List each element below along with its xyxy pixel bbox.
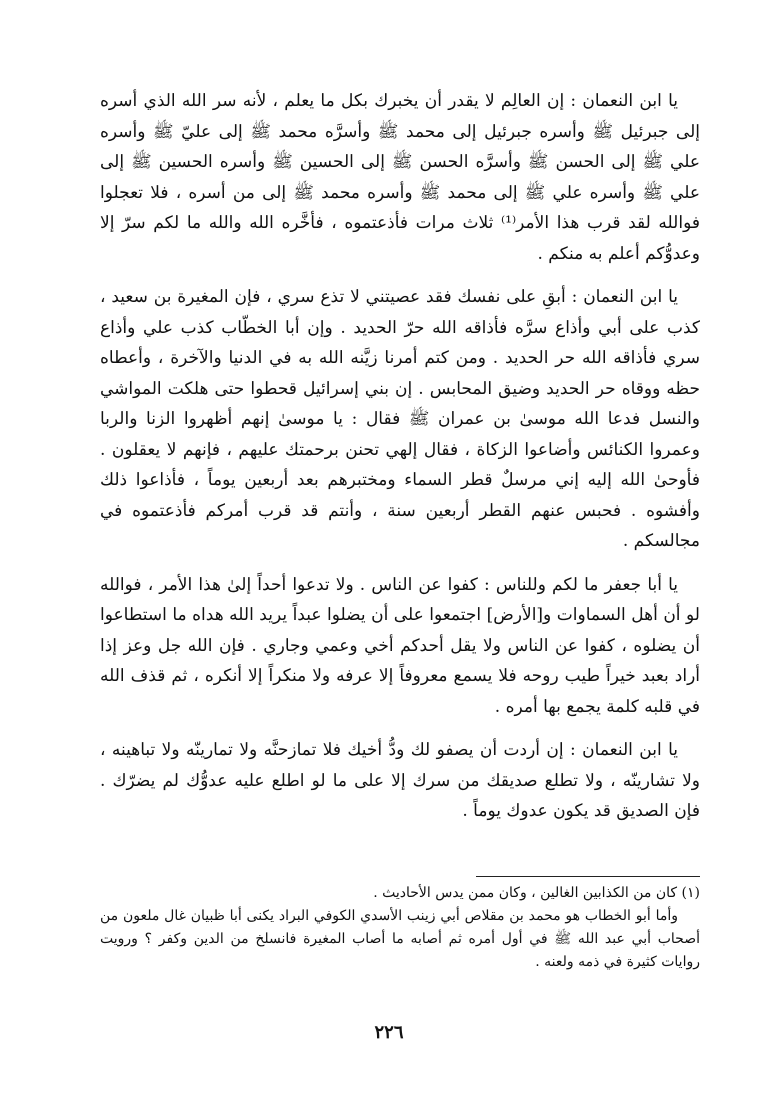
footnote-continuation: وأما أبو الخطاب هو محمد بن مقلاص أبي زينب الأسدي الكوفي البراد يكنى أبا ظبيان غال ملعون من أصحاب أبي عبد الله ﷺ في أول أمره ثم أصابه ما أصاب المغيرة فانسلخ من الدين وكفر ؟ ورويت روايات كثيرة في ذمه ولعنه . (100, 908, 700, 970)
footnote-divider (476, 876, 700, 877)
paragraph-4: يا ابن النعمان : إن أردت أن يصفو لك ودُّ أخيك فلا تمازحنَّه ولا تمارينّه ولا تباهينه ، ولا تشارينّه ، ولا تطلع صديقك من سرك إلا على ما لو اطلع عليه عدوُّك لم يضرّك . فإن الصديق قد يكون عدوك يوماً . (100, 740, 700, 821)
paragraph-1: يا ابن النعمان : إن العالِم لا يقدر أن يخبرك بكل ما يعلم ، لأنه سر الله الذي أسره إلى جبرئيل ﷺ وأسره جبرئيل إلى محمد ﷺ وأسرَّه محمد ﷺ إلى عليّ ﷺ وأسره علي ﷺ إلى الحسن ﷺ وأسرَّه الحسن ﷺ إلى الحسين ﷺ وأسره الحسين ﷺ إلى علي ﷺ وأسره علي ﷺ إلى محمد ﷺ وأسره محمد ﷺ إلى من أسره ، فلا تعجلوا فوالله لقد قرب هذا الأمر⁽¹⁾ ثلاث مرات فأذعتموه ، فأخَّره الله والله ما لكم سرّ إلا وعدوُّكم أعلم به منكم . (100, 91, 700, 264)
paragraph-3: يا أبا جعفر ما لكم وللناس : كفوا عن الناس . ولا تدعوا أحداً إلىٰ هذا الأمر ، فوالله لو أن أهل السماوات و[الأرض] اجتمعوا على أن يضلوا عبداً يريد الله هداه ما استطاعوا أن يضلوه ، كفوا عن الناس ولا يقل أحدكم أخي وعمي وجاري . فإن الله جل وعز إذا أراد بعبد خيراً طيب روحه فلا يسمع معروفاً إلا عرفه ولا منكراً إلا أنكره ، ثم قذف الله في قلبه كلمة يجمع بها أمره . (100, 574, 700, 717)
footnote-1: (١) كان من الكذابين الغالين ، وكان ممن يدس الأحاديث . (373, 885, 700, 901)
paragraph-2: يا ابن النعمان : أبقِ على نفسك فقد عصيتني لا تذع سري ، فإن المغيرة بن سعيد ، كذب على أبي وأذاع سرَّه فأذاقه الله حرّ الحديد . وإن أبا الخطّاب كذب علي وأذاع سري فأذاقه الله حر الحديد . ومن كتم أمرنا زيَّنه الله به في الدنيا والآخرة ، وأعطاه حظه ووقاه حر الحديد وضيق المحابس . إن بني إسرائيل قحطوا حتى هلكت المواشي والنسل فدعا الله موسىٰ بن عمران ﷺ فقال : يا موسىٰ إنهم أظهروا الزنا والربا وعمروا الكنائس وأضاعوا الزكاة ، فقال إلهي تحنن برحمتك عليهم ، فإنهم لا يعقلون . فأوحىٰ الله إليه إني مرسلٌ قطر السماء ومختبرهم بعد أربعين يوماً ، فأذاعوا ذلك وأفشوه . فحبس عنهم القطر أربعين سنة ، وأنتم قد قرب أمركم فأذعتموه في مجالسكم . (100, 287, 700, 551)
main-text (100, 86, 700, 840)
page-number: ٢٢٦ (374, 1022, 404, 1043)
footnotes (100, 882, 700, 974)
